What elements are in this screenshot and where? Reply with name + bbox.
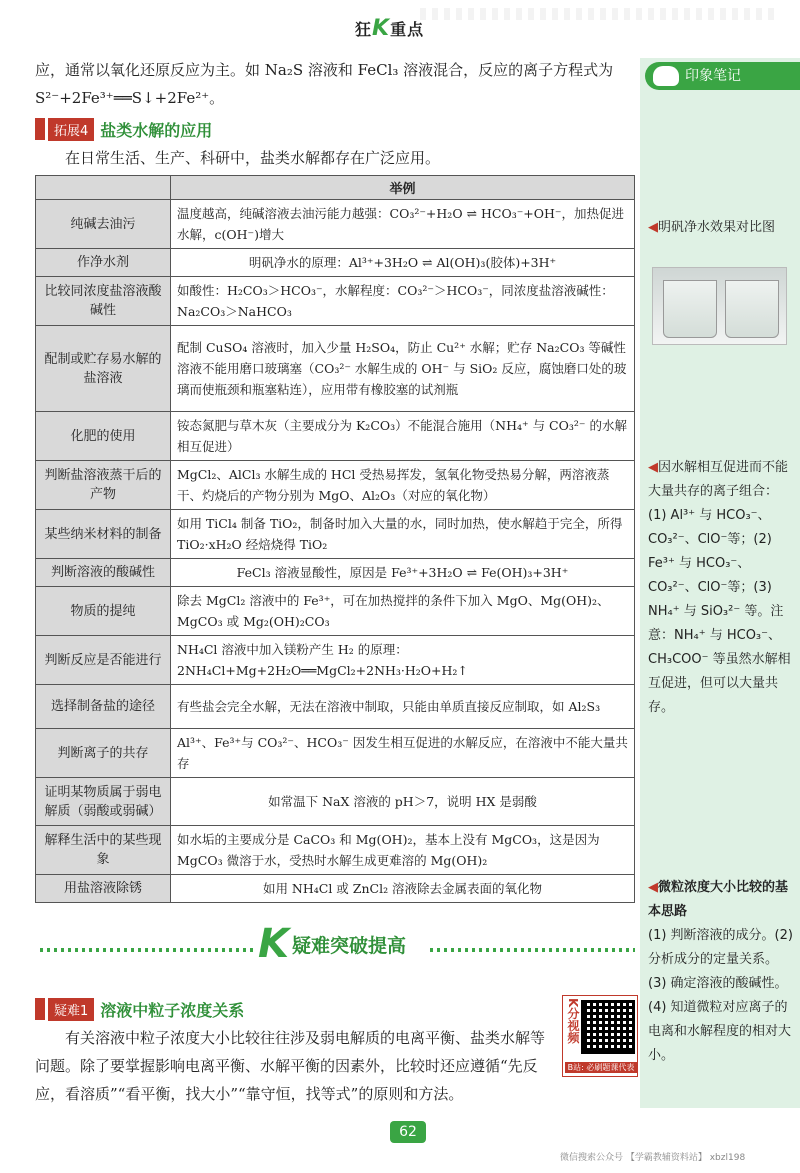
row-example: FeCl₃ 溶液显酸性，原因是 Fe³⁺+3H₂O ⇌ Fe(OH)₃+3H⁺ bbox=[171, 559, 635, 587]
row-example: 有些盐会完全水解，无法在溶液中制取，只能由单质直接反应制取，如 Al₂S₃ bbox=[171, 685, 635, 729]
side-note-approach-text: (1) 判断溶液的成分。(2) 分析成分的定量关系。(3) 确定溶液的酸碱性。(4) 知道微粒对应离子的电离和水解程度的相对大小。 bbox=[648, 928, 793, 1063]
table-row bbox=[36, 587, 635, 636]
row-label: 解释生活中的某些现象 bbox=[36, 826, 171, 875]
triangle-icon: ◀ bbox=[648, 460, 658, 475]
difficulty-banner bbox=[230, 921, 530, 967]
difficulty-paragraph: 有关溶液中粒子浓度大小比较往往涉及弱电解质的电离平衡、盐类水解等问题。除了要掌握影响电离平衡、水解平衡的因素外，比较时还应遵循“先反应，看溶质”“看平衡，找大小”“靠守恒，找等式”的原则和方法。 bbox=[35, 1029, 546, 1103]
brand-k: K bbox=[372, 16, 391, 41]
table-row bbox=[36, 778, 635, 826]
row-label: 某些纳米材料的制备 bbox=[36, 510, 171, 559]
side-note-alum bbox=[648, 216, 793, 240]
side-note-alum-title: 明矾净水效果对比图 bbox=[658, 220, 776, 235]
row-label: 判断离子的共存 bbox=[36, 729, 171, 778]
table-header-right: 举例 bbox=[171, 176, 635, 200]
table-row bbox=[36, 685, 635, 729]
side-note-approach bbox=[648, 876, 793, 1068]
row-label: 比较同浓度盐溶液酸碱性 bbox=[36, 277, 171, 326]
qr-caption: B站: 必刷题课代表 bbox=[565, 1062, 637, 1073]
row-example: Al³⁺、Fe³⁺与 CO₃²⁻、HCO₃⁻ 因发生相互促进的水解反应，在溶液中不能大量共存 bbox=[171, 729, 635, 778]
table-header-left bbox=[36, 176, 171, 200]
section-title: 盐类水解的应用 bbox=[100, 120, 213, 140]
brand-suffix: 重点 bbox=[390, 20, 425, 39]
difficulty-tag: 疑难1 bbox=[48, 998, 94, 1021]
side-note-coexist-text: 因水解相互促进而不能大量共存的离子组合：(1) Al³⁺ 与 HCO₃⁻、CO₃²⁻、ClO⁻等；(2) Fe³⁺ 与 HCO₃⁻、CO₃²⁻、ClO⁻等；(3) NH₄⁺ 与 SiO₃²⁻ 等。注意：NH₄⁺ 与 HCO₃⁻、CH₃COO⁻ 等虽然水解相互促进，但可以大量共存。 bbox=[648, 460, 791, 715]
section-marker bbox=[35, 998, 45, 1020]
dotted-rule-right bbox=[430, 948, 635, 952]
intro-paragraph: 应，通常以氧化还原反应为主。如 Na₂S 溶液和 FeCl₃ 溶液混合，反应的离子方程式为 S²⁻+2Fe³⁺══S↓+2Fe²⁺。 bbox=[35, 61, 614, 107]
banner-k-logo: K bbox=[258, 921, 289, 967]
qr-side-text: K分视频 bbox=[566, 998, 580, 1044]
row-example: 如水垢的主要成分是 CaCO₃ 和 Mg(OH)₂，基本上没有 MgCO₃，这是因为 MgCO₃ 微溶于水，受热时水解生成更难溶的 Mg(OH)₂ bbox=[171, 826, 635, 875]
table-row bbox=[36, 326, 635, 412]
row-example: 如酸性：H₂CO₃＞HCO₃⁻，水解程度：CO₃²⁻＞HCO₃⁻，同浓度盐溶液碱性：Na₂CO₃＞NaHCO₃ bbox=[171, 277, 635, 326]
row-example: 温度越高，纯碱溶液去油污能力越强：CO₃²⁻+H₂O ⇌ HCO₃⁻+OH⁻，加热促进水解，c(OH⁻)增大 bbox=[171, 200, 635, 249]
table-row bbox=[36, 277, 635, 326]
notes-tab bbox=[645, 62, 800, 90]
row-label: 用盐溶液除锈 bbox=[36, 875, 171, 903]
table-row bbox=[36, 559, 635, 587]
row-label: 证明某物质属于弱电解质（弱酸或弱碱） bbox=[36, 778, 171, 826]
footer-note: 微信搜索公众号 【学霸教辅资料站】 xbzl198 bbox=[560, 1153, 746, 1163]
row-example: 除去 MgCl₂ 溶液中的 Fe³⁺，可在加热搅拌的条件下加入 MgO、Mg(OH)₂、MgCO₃ 或 Mg₂(OH)₂CO₃ bbox=[171, 587, 635, 636]
table-row bbox=[36, 461, 635, 510]
brand-logo bbox=[355, 16, 424, 41]
row-example: 铵态氮肥与草木灰（主要成分为 K₂CO₃）不能混合施用（NH₄⁺ 与 CO₃²⁻ 的水解相互促进） bbox=[171, 412, 635, 461]
row-label: 作净水剂 bbox=[36, 249, 171, 277]
table-row bbox=[36, 510, 635, 559]
table-body bbox=[36, 200, 635, 903]
row-label: 判断盐溶液蒸干后的产物 bbox=[36, 461, 171, 510]
row-label: 化肥的使用 bbox=[36, 412, 171, 461]
row-example: 如常温下 NaX 溶液的 pH＞7，说明 HX 是弱酸 bbox=[171, 778, 635, 826]
difficulty-title: 溶液中粒子浓度关系 bbox=[100, 1000, 245, 1020]
section-lead: 在日常生活、生产、科研中，盐类水解都存在广泛应用。 bbox=[65, 149, 441, 167]
page-number: 62 bbox=[390, 1121, 426, 1143]
elephant-icon bbox=[653, 66, 679, 86]
row-label: 判断反应是否能进行 bbox=[36, 636, 171, 685]
dotted-rule-left bbox=[40, 948, 255, 952]
row-example: 如用 TiCl₄ 制备 TiO₂，制备时加入大量的水，同时加热，使水解趋于完全，所得 TiO₂·xH₂O 经焙烧得 TiO₂ bbox=[171, 510, 635, 559]
section-tag: 拓展4 bbox=[48, 118, 94, 141]
table-row bbox=[36, 636, 635, 685]
row-example: 配制 CuSO₄ 溶液时，加入少量 H₂SO₄，防止 Cu²⁺ 水解；贮存 Na₂CO₃ 等碱性溶液不能用磨口玻璃塞（CO₃²⁻ 水解生成的 OH⁻ 与 SiO₂ 反应，腐蚀磨口处的玻璃而使瓶颈和瓶塞粘连），应用带有橡胶塞的试剂瓶 bbox=[171, 326, 635, 412]
qr-code-icon[interactable] bbox=[581, 1000, 635, 1054]
table-header-row bbox=[36, 176, 635, 200]
side-note-approach-title: 微粒浓度大小比较的基本思路 bbox=[648, 880, 789, 919]
row-example: 如用 NH₄Cl 或 ZnCl₂ 溶液除去金属表面的氧化物 bbox=[171, 875, 635, 903]
row-example: MgCl₂、AlCl₃ 水解生成的 HCl 受热易挥发，氢氧化物受热易分解，两溶液蒸干、灼烧后的产物分别为 MgO、Al₂O₃（对应的氧化物） bbox=[171, 461, 635, 510]
difficulty-header bbox=[35, 997, 244, 1021]
alum-comparison-photo bbox=[652, 267, 787, 345]
row-example: 明矾净水的原理：Al³⁺+3H₂O ⇌ Al(OH)₃(胶体)+3H⁺ bbox=[171, 249, 635, 277]
applications-table bbox=[35, 175, 635, 903]
row-example: NH₄Cl 溶液中加入镁粉产生 H₂ 的原理：2NH₄Cl+Mg+2H₂O══MgCl₂+2NH₃·H₂O+H₂↑ bbox=[171, 636, 635, 685]
row-label: 选择制备盐的途径 bbox=[36, 685, 171, 729]
row-label: 判断溶液的酸碱性 bbox=[36, 559, 171, 587]
triangle-icon: ◀ bbox=[648, 220, 658, 235]
triangle-icon: ◀ bbox=[648, 880, 658, 895]
side-note-coexist bbox=[648, 456, 793, 720]
brand-prefix: 狂 bbox=[355, 20, 373, 39]
table-row bbox=[36, 826, 635, 875]
row-label: 配制或贮存易水解的盐溶液 bbox=[36, 326, 171, 412]
banner-stripes bbox=[420, 8, 780, 20]
table-row bbox=[36, 875, 635, 903]
row-label: 物质的提纯 bbox=[36, 587, 171, 636]
section-header bbox=[35, 117, 212, 141]
table-row bbox=[36, 249, 635, 277]
table-row bbox=[36, 412, 635, 461]
beaker-left bbox=[663, 280, 717, 338]
section-marker bbox=[35, 118, 45, 140]
beaker-right bbox=[725, 280, 779, 338]
table-row bbox=[36, 200, 635, 249]
banner-title: 疑难突破提高 bbox=[292, 935, 407, 957]
notes-tab-label: 印象笔记 bbox=[685, 68, 741, 84]
video-qr-box[interactable] bbox=[562, 995, 638, 1077]
table-row bbox=[36, 729, 635, 778]
row-label: 纯碱去油污 bbox=[36, 200, 171, 249]
top-banner bbox=[0, 0, 800, 52]
